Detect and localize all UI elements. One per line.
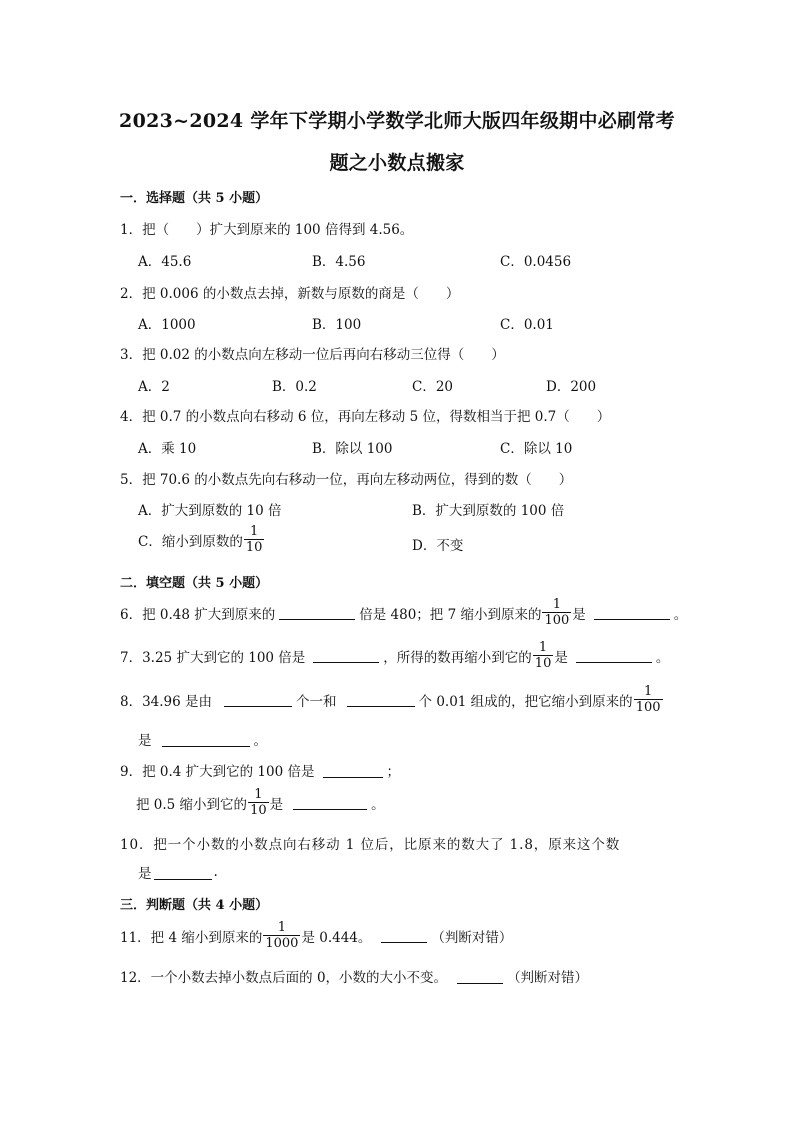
fraction [634,684,663,715]
q4-option-b: B．除以 100 [312,441,393,457]
q2-option-a: A．1000 [138,317,196,333]
q1-option-c: C．0.0456 [500,254,572,270]
fraction-numerator: 1 [254,787,263,802]
q5-option-d: D．不变 [412,538,464,554]
q11-text-2: 是 0.444。 [301,929,372,946]
answer-blank[interactable] [224,692,292,707]
answer-blank[interactable] [594,605,670,620]
answer-blank[interactable] [279,605,355,620]
answer-blank[interactable] [457,969,503,984]
q3-option-c: C．20 [412,379,454,395]
q4-option-c: C．除以 10 [500,441,573,457]
question-9 [120,760,400,780]
q9-text-4: 是 [269,796,284,813]
fraction [533,640,554,671]
question-10-cont [138,862,218,882]
question-7 [120,640,669,671]
fraction [263,920,300,951]
answer-blank[interactable] [576,648,652,663]
q3-option-a: A．2 [138,379,170,395]
section-heading-fill: 二．填空题（共 5 小题） [120,576,269,591]
q7-text-4: 。 [655,649,670,666]
q7-text-2: ，所得的数再缩小到它的 [383,649,532,666]
answer-blank[interactable] [323,763,383,778]
question-1: 1．把（ ）扩大到原来的 100 倍得到 4.56。 [120,222,414,238]
fraction-denominator: 1000 [265,936,299,951]
q7-text-1: 7．3.25 扩大到它的 100 倍是 [120,649,306,666]
fraction-denominator: 10 [245,540,263,555]
q7-text-3: 是 [554,649,568,666]
q3-option-b: B．0.2 [272,379,317,395]
fraction-numerator: 1 [552,597,562,612]
q8-text-2: 个一和 [296,693,337,710]
question-6 [120,597,687,628]
q11-text-1: 11．把 4 缩小到原来的 [120,929,263,946]
answer-blank[interactable] [162,732,250,747]
q3-option-d: D．200 [546,379,597,395]
q2-option-c: C．0.01 [500,317,554,333]
q5-option-b: B．扩大到原数的 100 倍 [412,503,565,519]
question-8-cont [138,729,267,749]
q10-text-3: . [213,864,218,880]
fraction [542,597,571,628]
fraction-numerator: 1 [643,684,653,699]
q6-text-4: 。 [673,606,688,623]
q12-text-2: （判断对错） [507,970,589,986]
q11-text-3: （判断对错） [431,929,513,946]
q6-text-3: 是 [572,606,586,623]
fraction-denominator: 100 [544,613,570,628]
fraction-numerator: 1 [249,524,259,539]
q9-text-5: 。 [371,796,385,813]
question-10: 10．把一个小数的小数点向右移动 1 位后，比原来的数大了 1.8，原来这个数 [120,837,621,853]
q5-option-c [138,524,265,555]
question-5: 5．把 70.6 的小数点先向右移动一位，再向左移动两位，得到的数（ ） [120,472,573,488]
fraction-denominator: 10 [534,656,552,671]
q6-text-1: 6．把 0.48 扩大到原来的 [120,606,276,623]
page-subtitle: 题之小数点搬家 [329,152,465,174]
fraction-numerator: 1 [277,920,287,935]
answer-blank[interactable] [381,928,427,943]
q8-text-1: 8．34.96 是由 [120,693,213,710]
q5-option-c-text: C．缩小到原数的 [138,533,243,550]
question-3: 3．把 0.02 的小数点向左移动一位后再向右移动三位得（ ） [120,347,505,363]
answer-blank[interactable] [293,795,367,810]
fraction-denominator: 10 [250,803,267,818]
fraction [248,787,269,818]
q6-text-2: 倍是 480；把 7 缩小到原来的 [359,606,542,623]
question-4: 4．把 0.7 的小数点向右移动 6 位，再向左移动 5 位，得数相当于把 0.7（ ） [120,409,611,425]
section-heading-judge: 三．判断题（共 4 小题） [120,898,269,913]
fraction-numerator: 1 [538,640,548,655]
question-2: 2．把 0.006 的小数点去掉，新数与原数的商是（ ） [120,286,460,302]
q12-text-1: 12．一个小数去掉小数点后面的 0，小数的大小不变。 [120,970,448,986]
section-heading-choice: 一．选择题（共 5 小题） [120,191,269,206]
question-11 [120,920,512,951]
question-8 [120,684,664,715]
question-9-cont [136,787,385,818]
q1-option-a: A．45.6 [138,254,192,270]
q8-text-5: 。 [253,733,267,749]
answer-blank[interactable] [154,865,212,880]
q4-option-a: A．乘 10 [138,441,197,457]
q9-text-1: 9．把 0.4 扩大到它的 100 倍是 [120,764,315,780]
q9-text-3: 把 0.5 缩小到它的 [136,796,248,813]
page-title: 2023~2024 学年下学期小学数学北师大版四年级期中必刷常考 [119,110,675,132]
q2-option-b: B．100 [312,317,362,333]
q8-text-4: 是 [138,733,152,749]
q1-option-b: B．4.56 [312,254,366,270]
answer-blank[interactable] [347,692,415,707]
question-12 [120,966,588,986]
q9-text-2: ； [386,764,400,780]
q10-text-2: 是 [138,866,152,882]
fraction-denominator: 100 [635,700,661,715]
answer-blank[interactable] [313,648,379,663]
fraction [244,524,265,555]
q8-text-3: 个 0.01 组成的，把它缩小到原来的 [418,693,633,710]
q5-option-a: A．扩大到原数的 10 倍 [138,503,282,519]
